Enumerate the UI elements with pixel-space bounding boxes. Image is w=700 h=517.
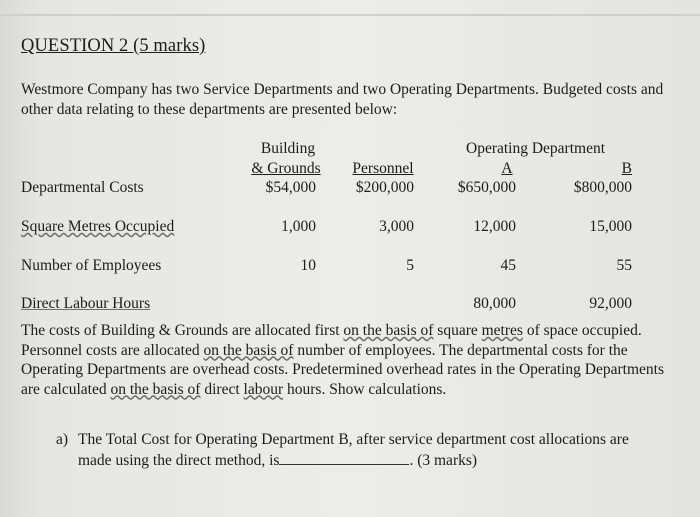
table-cell: 10 — [300, 257, 316, 274]
question-part-a: a) The Total Cost for Operating Department B, after service department cost allocations are made using the direct method, is . (3 marks) — [56, 431, 629, 469]
table-cell: 3,000 — [379, 218, 414, 235]
row-label: Square Metres Occupied — [21, 218, 175, 235]
part-label: a) — [56, 431, 69, 448]
table-cell: 1,000 — [281, 218, 316, 235]
page-top-edge — [0, 14, 700, 16]
answer-blank — [279, 450, 409, 465]
header-grounds: & Grounds — [251, 160, 321, 177]
header-dept-a: A — [501, 160, 513, 177]
table-cell: 55 — [616, 257, 632, 274]
table-cell: 12,000 — [473, 218, 516, 235]
table-cell: $200,000 — [355, 179, 414, 196]
table-cell: 15,000 — [589, 218, 632, 235]
header-personnel: Personnel — [352, 160, 414, 177]
row-label: Direct Labour Hours — [21, 295, 151, 312]
intro-paragraph: Westmore Company has two Service Departments and two Operating Departments. Budgeted costs and other data relating to these departments are presented below: — [21, 81, 664, 118]
allocation-instructions: The costs of Building & Grounds are allocated first on the basis of square metres of space occupied. Personnel costs are allocated on the basis of number of employees. The departmental costs for the Operating Departments are overhead costs. Predetermined overhead rates in the Operating Departments are calculated on the basis of direct labour hours. Show calculations. — [21, 322, 665, 398]
table-cell: $54,000 — [265, 179, 316, 196]
table-cell: 45 — [500, 257, 516, 274]
table-cell: $650,000 — [457, 179, 516, 196]
table-cell: 92,000 — [589, 295, 632, 312]
part-a-text: The Total Cost for Operating Department B, after service department cost allocations are — [78, 431, 629, 448]
header-dept-b: B — [621, 160, 632, 177]
table-cell: $800,000 — [573, 179, 632, 196]
table-cell: 80,000 — [473, 295, 516, 312]
question-title: QUESTION 2 (5 marks) — [21, 36, 206, 56]
row-label: Number of Employees — [21, 257, 162, 274]
header-building: Building — [260, 140, 316, 157]
table-cell: 5 — [406, 257, 414, 274]
row-label: Departmental Costs — [21, 179, 144, 196]
header-operating-department: Operating Department — [466, 140, 606, 157]
